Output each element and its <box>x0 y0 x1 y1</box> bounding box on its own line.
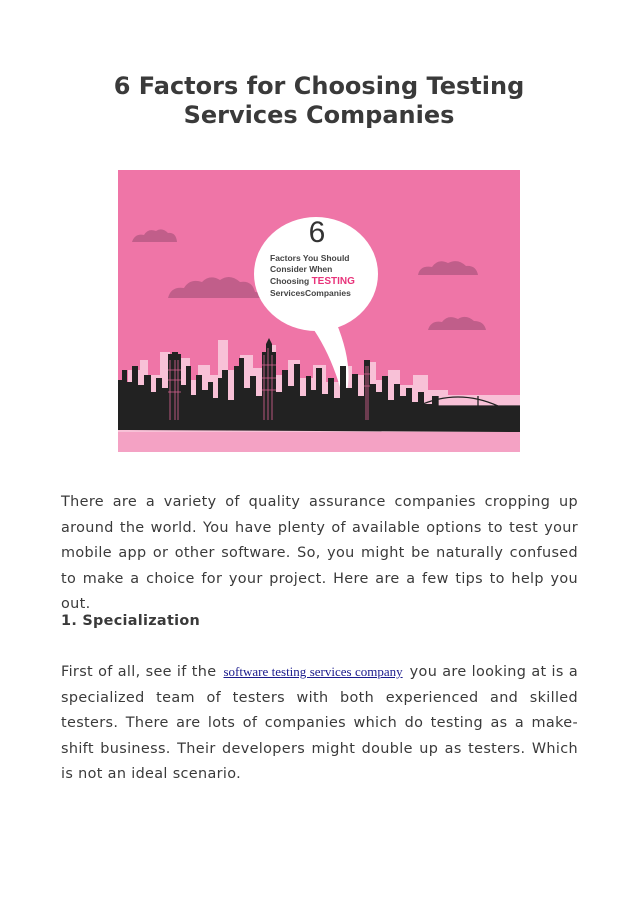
title-line-2: Services Companies <box>183 101 455 129</box>
document-title <box>60 72 578 130</box>
title-line-1: 6 Factors for Choosing Testing <box>113 72 525 100</box>
hero-highlight: TESTING <box>311 276 355 287</box>
hero-line-3-prefix: Choosing <box>270 276 312 286</box>
hero-number: 6 <box>308 216 326 249</box>
section-heading: 1. Specialization <box>61 613 201 629</box>
hero-line-3 <box>270 276 355 287</box>
software-testing-company-link[interactable]: software testing services company <box>223 664 403 679</box>
hero-illustration <box>118 170 520 452</box>
section-text-before-link: First of all, see if the <box>61 664 222 680</box>
hero-line-1: Factors You Should <box>270 253 350 263</box>
section-paragraph <box>61 659 578 788</box>
hero-line-2: Consider When <box>270 264 333 274</box>
intro-paragraph: There are a variety of quality assurance companies cropping up around the world. You have plenty of available options to test your mobile app or other software. So, you might be naturally confused to make a choice for your project. Here are a few tips to help you out. <box>61 494 578 612</box>
section-text-after-link: you are looking at is a specialized team of testers with both experienced and skilled testers. There are lots of companies which do testing as a make-shift business. Their developers might double up as testers. Which is not an ideal scenario. <box>61 664 578 782</box>
hero-line-4: ServicesCompanies <box>270 288 351 298</box>
